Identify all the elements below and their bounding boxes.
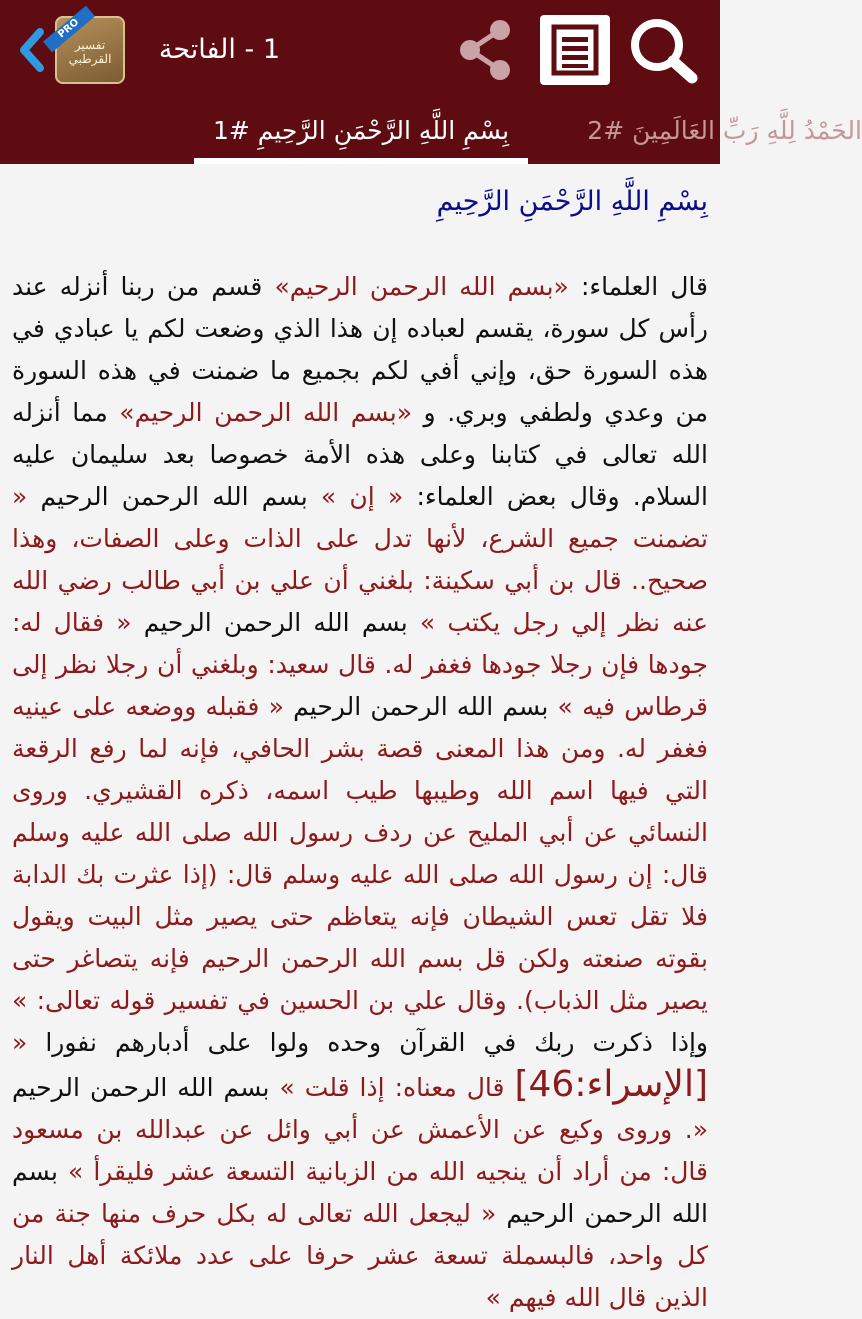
logo-text-line-1: تفسير: [74, 38, 106, 52]
quoted-text: [الإسراء:46]: [514, 1064, 708, 1105]
quoted-text: قال معناه: إذا قلت »: [279, 1073, 515, 1102]
quoted-text: «بسم الله الرحمن الرحيم»: [274, 272, 569, 301]
quoted-text: « إن »: [320, 482, 404, 511]
logo-text: [59, 38, 121, 66]
menu-button[interactable]: [540, 15, 610, 85]
tab-verse-1[interactable]: بِسْمِ اللَّهِ الرَّحْمَنِ الرَّحِيمِ #1: [212, 116, 510, 145]
quoted-text: «بسم الله الرحمن الرحيم»: [119, 398, 412, 427]
app-logo[interactable]: [55, 16, 125, 84]
share-icon: [454, 16, 518, 84]
verse-tab-strip: [0, 100, 862, 164]
commentary-text: بسم الله الرحمن الرحيم: [12, 1157, 708, 1228]
quoted-text: «: [12, 1028, 28, 1057]
share-button[interactable]: [454, 16, 518, 84]
tab-verse-2[interactable]: الحَمْدُ لِلَّهِ رَبِّ العَالَمِينَ #2: [587, 116, 862, 145]
commentary-text: بسم الله الرحمن الرحيم: [12, 1073, 280, 1102]
back-button[interactable]: [14, 26, 50, 74]
commentary-text: قال العلماء:: [568, 272, 708, 301]
quoted-text: «. وروى وكيع عن الأعمش عن أبي وائل عن عبدالله بن مسعود قال: من أراد أن ينجيه الله من الزبانية التسعة عشر فليقرأ »: [12, 1115, 708, 1186]
page-title: 1 - الفاتحة: [158, 34, 280, 65]
commentary-text: بسم الله الرحمن الرحيم: [131, 608, 420, 637]
commentary-text: قسم من ربنا أنزله عند رأس كل سورة، يقسم لعباده إن هذا الذي وضعت لكم يا عبادي في هذه السورة حق، وإني أفي لكم بجميع ما ضمنت في هذه السورة من وعدي ولطفي وبري. و: [12, 272, 708, 427]
verse-text: بِسْمِ اللَّهِ الرَّحْمَنِ الرَّحِيمِ: [436, 186, 708, 217]
search-button[interactable]: [626, 14, 702, 86]
menu-list-icon: [540, 15, 610, 85]
commentary-text: مما أنزله الله تعالى في كتابنا وعلى هذه الأمة خصوصا بعد سليمان عليه السلام. وقال بعض العلماء:: [12, 398, 709, 511]
commentary-text: وإذا ذكرت ربك في القرآن وحده ولوا على أدبارهم نفورا: [27, 1028, 708, 1057]
search-icon: [626, 14, 702, 86]
chevron-left-icon: [14, 26, 50, 74]
quoted-text: « فقال له: جودها فإن رجلا جودها فغفر له. قال سعيد: وبلغني أن رجلا نظر إلى قرطاس فيه »: [12, 608, 708, 721]
logo-text-line-2: القرطبي: [68, 52, 112, 66]
top-app-bar: [0, 0, 720, 100]
commentary-text: بسم الله الرحمن الرحيم: [27, 482, 321, 511]
tafsir-body-text: [12, 266, 708, 1319]
pro-badge: PRO: [43, 6, 95, 53]
quoted-text: « ليجعل الله تعالى له بكل حرف منها جنة من كل واحد، فالبسملة تسعة عشر حرفا على عدد ملائكة أهل النار الذين قال الله فيهم »: [12, 1199, 708, 1312]
quoted-text: « تضمنت جميع الشرع، لأنها تدل على الذات وعلى الصفات، وهذا صحيح.. قال بن أبي سكينة: بلغني أن علي بن أبي طالب رضي الله عنه نظر إلي رجل يكتب »: [12, 482, 709, 637]
commentary-text: بسم الله الرحمن الرحيم: [283, 692, 558, 721]
quoted-text: « فقبله ووضعه على عينيه فغفر له. ومن هذا المعنى قصة بشر الحافي، فإنه لما رفع الرقعة التي فيها اسم الله وطيبها طيب اسمه، ذكره القشيري. وروى النسائي عن أبي المليح عن ردف رسول الله صلى الله عليه وسلم قال: إن رسول الله صلى الله عليه وسلم قال: (إذا عثرت بك الدابة فلا تقل تعس الشيطان فإنه يتعاظم حتى يصير مثل البيت ويقول بقوته صنعته ولكن قل بسم الله الرحمن الرحيم فإنه يتصاغر حتى يصير مثل الذباب). وقال علي بن الحسين في تفسير قوله تعالى: »: [12, 692, 708, 1015]
tafsir-content[interactable]: [0, 164, 720, 1312]
